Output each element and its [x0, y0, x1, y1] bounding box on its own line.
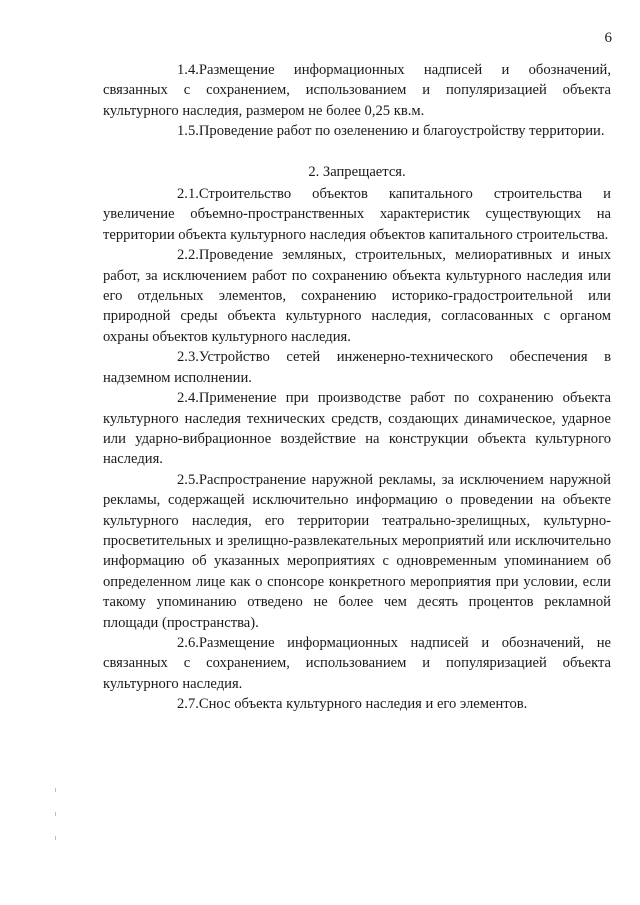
clause-text: Применение при производстве работ по сохранению объекта культурного наследия технических средств, создающих динамическое, ударное или ударно-вибрационное воздействие на конструкции объекта культурного наследия.: [103, 390, 611, 468]
clause-2-6: [103, 633, 611, 694]
clause-1-5: [103, 121, 611, 141]
clause-text: Устройство сетей инженерно-технического обеспечения в надземном исполнении.: [103, 349, 611, 386]
clause-2-7: [103, 694, 611, 714]
clause-number: 2.1.: [177, 186, 199, 203]
clause-number: 2.5.: [177, 471, 199, 488]
clause-number: 2.7.: [177, 696, 199, 713]
clause-text: Проведение работ по озеленению и благоустройству территории.: [198, 123, 605, 140]
clause-text: Проведение земляных, строительных, мелиоративных и иных работ, за исключением работ по сохранению объекта культурного наследия или его отдельных элементов, сохранению историко-градостроительной или природной среды объекта культурного наследия, согласованных с органом охраны объектов культурного наследия.: [103, 247, 611, 345]
clause-number: 1.5.: [177, 123, 199, 140]
clause-number: 2.3.: [177, 349, 199, 366]
clause-number: 2.6.: [177, 634, 199, 651]
clause-1-4: [103, 60, 611, 121]
page-number: 6: [604, 30, 612, 46]
scan-artifact-mark: [55, 788, 56, 792]
clause-2-2: [103, 245, 611, 347]
clause-2-5: [103, 470, 611, 633]
clause-text: Размещение информационных надписей и обозначений, не связанных с сохранением, использованием и популяризацией объекта культурного наследия.: [103, 634, 611, 692]
clause-text: Распространение наружной рекламы, за исключением наружной рекламы, содержащей исключительно информацию о проведении на объекте культурного наследия, его территории театрально-зрелищных, культурно-просветительных и зрелищно-развлекательных мероприятий или исключительно информацию об указанных мероприятиях с одновременным упоминанием об определенном лице как о спонсоре конкретного мероприятия при условии, если такому упоминанию отведено не более чем десять процентов рекламной площади (пространства).: [103, 471, 611, 631]
clause-number: 2.4.: [177, 390, 199, 407]
clause-number: 2.2.: [177, 247, 199, 264]
section-title: 2. Запрещается.: [308, 163, 406, 180]
clause-2-4: [103, 388, 611, 470]
clause-text: Размещение информационных надписей и обозначений, связанных с сохранением, использованием и популяризацией объекта культурного наследия, размером не более 0,25 кв.м.: [103, 62, 611, 119]
clause-text: Снос объекта культурного наследия и его элементов.: [198, 696, 528, 713]
clause-text: Строительство объектов капитального строительства и увеличение объемно-пространственных характеристик существующих на территории объекта культурного наследия объектов капитального строительства.: [103, 186, 611, 243]
clause-2-3: [103, 347, 611, 388]
clause-number: 1.4.: [177, 62, 199, 78]
clause-2-1: [103, 184, 611, 245]
scan-artifact-mark: [55, 836, 56, 840]
document-body: [103, 60, 611, 715]
scan-artifact-mark: [55, 812, 56, 816]
